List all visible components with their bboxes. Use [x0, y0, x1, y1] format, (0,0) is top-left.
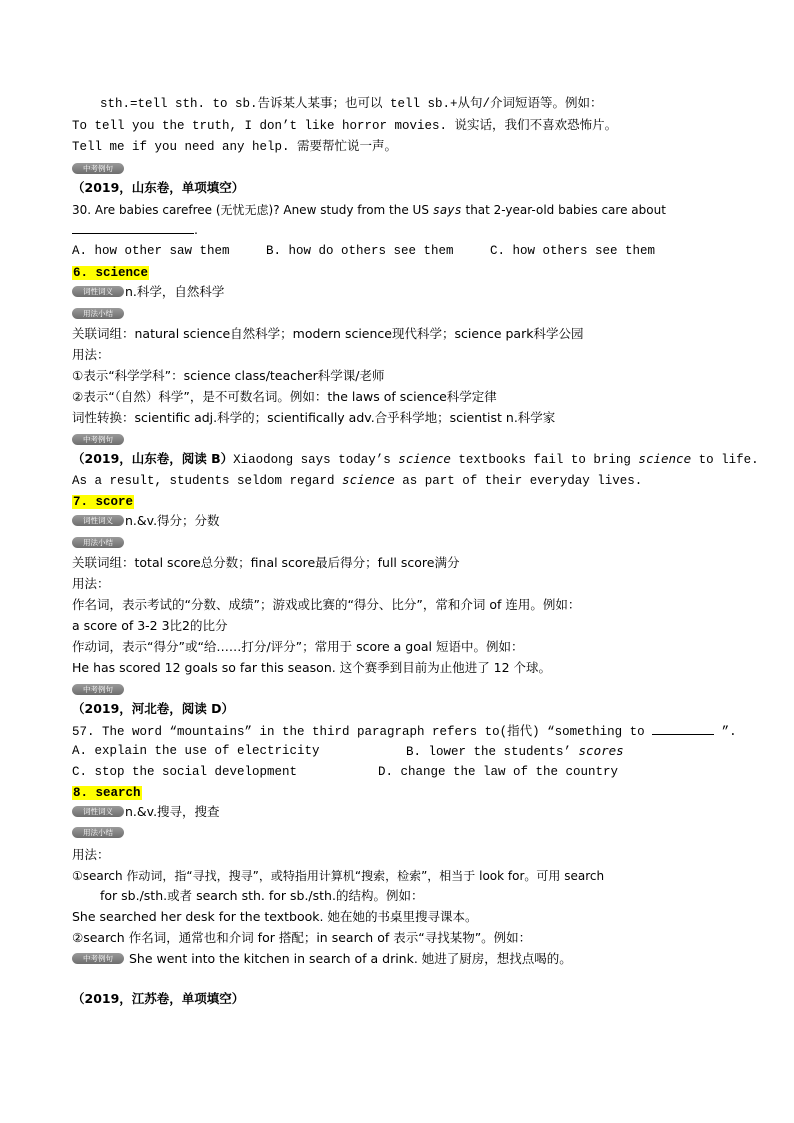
question-stem — [72, 722, 737, 740]
usage-badge: 用法小结 — [72, 827, 124, 838]
text: as part of their everyday lives. — [394, 474, 643, 488]
option-a: A. explain the use of electricity — [72, 744, 320, 758]
text: textbooks fail to bring — [450, 453, 639, 467]
text: . — [194, 222, 198, 237]
usage-item: 作名词，表示考试的“分数、成绩”；游戏或比赛的“得分、比分”，常和介词 of 连用。例如： — [72, 597, 581, 612]
text: n.&v.得分；分数 — [125, 513, 220, 528]
question-source: （2019，河北卷，阅读 D） — [72, 701, 235, 716]
question-source: （2019，江苏卷，单项填空） — [72, 991, 245, 1006]
usage-example: She searched her desk for the textbook. 她在她的书桌里搜寻课本。 — [72, 909, 478, 924]
highlighted-word: 7. score — [73, 495, 134, 509]
usage-badge: 用法小结 — [72, 537, 124, 548]
usage-example: a score of 3-2 3比2的比分 — [72, 618, 228, 633]
usage-label: 用法： — [72, 347, 110, 362]
text-line — [72, 139, 397, 155]
word-definition — [72, 284, 224, 300]
exam-sentence — [72, 951, 572, 967]
highlighted-word: 6. science — [73, 266, 149, 280]
text: 30. Are babies carefree (无忧无虑)? Anew study from the US — [72, 203, 433, 217]
text-line — [72, 118, 617, 134]
word-heading — [72, 264, 149, 281]
usage-item: ②表示“（自然）科学”，是不可数名词。例如：the laws of science科学定律 — [72, 389, 497, 404]
text: sth.=tell sth. to sb.告诉某人某事；也可以 tell sb.+从句/介词短语等。例如： — [100, 97, 603, 111]
question-source: （2019，山东卷，阅读 B） — [72, 451, 234, 466]
italic-word: says — [432, 203, 462, 217]
text: As a result, students seldom regard — [72, 474, 343, 488]
option-b — [406, 743, 624, 760]
text: ”. — [714, 725, 737, 739]
exam-example-badge: 中考例句 — [72, 684, 124, 695]
text: Xiaodong says today’s — [233, 453, 399, 467]
pos-badge: 词性词义 — [72, 515, 124, 526]
option-c: C. how others see them — [490, 244, 656, 258]
usage-item-cont: for sb./sth.或者 search sth. for sb./sth.的结构。例如： — [100, 888, 424, 903]
related-phrases: 关联词组：total score总分数；final score最后得分；full score满分 — [72, 555, 460, 570]
text: She went into the kitchen in search of a drink. 她进了厨房，想找点喝的。 — [128, 951, 572, 966]
usage-item: ②search 作名词，通常也和介词 for 搭配；in search of 表示“寻找某物”。例如： — [72, 930, 532, 945]
usage-item: ①表示“科学学科”：science class/teacher科学课/老师 — [72, 368, 385, 383]
usage-example: He has scored 12 goals so far this season. 这个赛季到目前为止他进了 12 个球。 — [72, 660, 552, 675]
pos-badge: 词性词义 — [72, 806, 124, 817]
exam-example-badge: 中考例句 — [72, 163, 124, 174]
italic-word: science — [398, 451, 451, 466]
pos-conversion: 词性转换：scientific adj.科学的；scientifically adv.合乎科学地；scientist n.科学家 — [72, 410, 556, 425]
question-stem — [72, 202, 666, 218]
usage-badge: 用法小结 — [72, 308, 124, 319]
option-b: B. how do others see them — [266, 244, 454, 258]
text: to life. — [691, 453, 759, 467]
usage-item: ①search 作动词，指“寻找，搜寻”，或特指用计算机“搜索，检索”，相当于 look for。可用 search — [72, 869, 605, 883]
word-heading — [72, 493, 134, 510]
question-source: （2019，山东卷，单项填空） — [72, 180, 245, 195]
text: that 2-year-old babies care about — [461, 203, 666, 217]
pos-badge: 词性词义 — [72, 286, 124, 297]
italic-word: science — [638, 451, 692, 466]
usage-item: 作动词，表示“得分”或“给……打分/评分”；常用于 score a goal 短语中。例如： — [72, 639, 524, 654]
italic-word: scores — [578, 743, 624, 758]
text: To tell you the truth, I don’t like horror movies. 说实话，我们不喜欢恐怖片。 — [72, 119, 618, 133]
text: 57. The word “mountains” in the third paragraph refers to(指代) “something to — [72, 725, 653, 739]
word-definition — [72, 804, 220, 820]
answer-blank — [72, 221, 194, 234]
exam-sentence — [72, 472, 642, 489]
italic-word: science — [342, 472, 395, 487]
usage-label: 用法： — [72, 847, 110, 862]
exam-sentence — [72, 451, 759, 468]
option-d: D. change the law of the country — [378, 765, 619, 779]
exam-example-badge: 中考例句 — [72, 434, 124, 445]
related-phrases: 关联词组：natural science自然科学；modern science现代科学；science park科学公园 — [72, 326, 584, 341]
text-line — [100, 96, 603, 112]
answer-blank-line — [72, 221, 198, 238]
option-a: A. how other saw them — [72, 244, 230, 258]
text: B. lower the students’ — [406, 745, 579, 759]
text: n.&v.搜寻，搜查 — [125, 804, 220, 819]
text: n.科学，自然科学 — [125, 284, 225, 299]
text: Tell me if you need any help. 需要帮忙说一声。 — [72, 140, 398, 154]
highlighted-word: 8. search — [73, 786, 141, 800]
word-definition — [72, 513, 220, 529]
option-c: C. stop the social development — [72, 765, 298, 779]
word-heading — [72, 784, 142, 801]
exam-example-badge: 中考例句 — [72, 953, 124, 964]
usage-label: 用法： — [72, 576, 110, 591]
answer-blank — [652, 722, 714, 735]
